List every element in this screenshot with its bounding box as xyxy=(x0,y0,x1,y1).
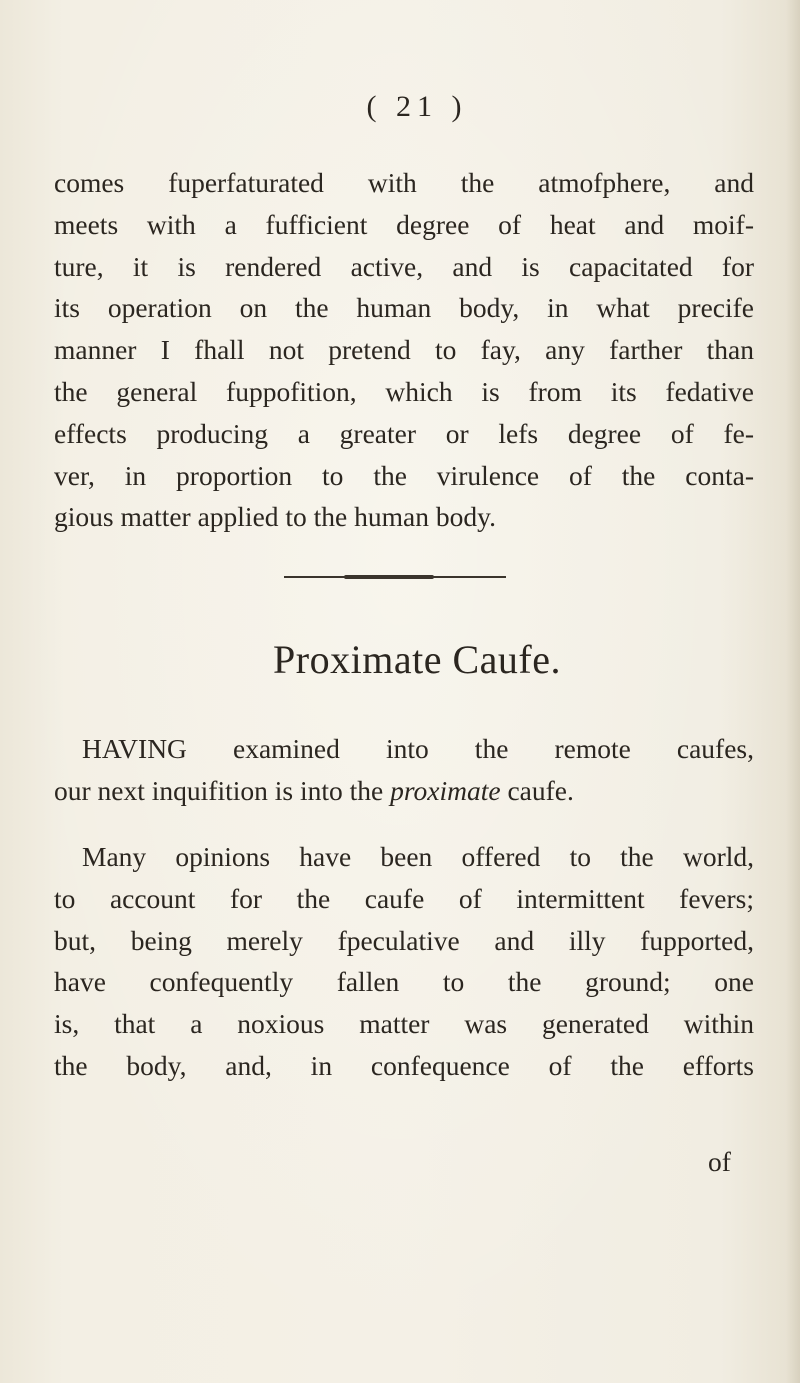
text-line: the body, and, in confequence of the efforts xyxy=(54,1049,754,1081)
text-line: its operation on the human body, in what precife xyxy=(54,292,754,324)
text-line: ture, it is rendered active, and is capacitated for xyxy=(54,250,754,282)
text-line: comes fuperfaturated with the atmofphere, and xyxy=(54,167,754,198)
page-number: ( 21 ) xyxy=(366,90,468,123)
catchword: of xyxy=(708,1146,731,1177)
text-line: ver, in proportion to the virulence of the conta- xyxy=(54,459,754,491)
text-line: but, being merely fpeculative and illy fupported, xyxy=(54,924,754,956)
text-line: is, that a noxious matter was generated within xyxy=(54,1008,754,1040)
text-run: caufe. xyxy=(500,774,574,806)
text-line: effects producing a greater or lefs degree of fe- xyxy=(54,417,754,449)
italic-term: proximate xyxy=(390,774,501,806)
text-line: to account for the caufe of intermittent fevers; xyxy=(54,882,754,914)
text-line xyxy=(54,770,754,812)
text-line: meets with a fufficient degree of heat and moif- xyxy=(54,208,754,240)
section-divider-rule xyxy=(284,576,506,578)
paragraph-top xyxy=(54,162,754,538)
text-line: the general fuppofition, which is from its fedative xyxy=(54,375,754,407)
paragraph-2 xyxy=(54,836,754,1087)
text-line: manner I fhall not pretend to fay, any farther than xyxy=(54,334,754,366)
page-edge-shadow xyxy=(786,0,800,1383)
section-heading: Proximate Caufe. xyxy=(273,637,561,682)
text-line: HAVING examined into the remote caufes, xyxy=(82,733,754,764)
text-line: have confequently fallen to the ground; one xyxy=(54,966,754,998)
text-run: our next inquifition is into the xyxy=(54,774,391,806)
text-line: gious matter applied to the human body. xyxy=(54,501,496,533)
paragraph-1 xyxy=(54,728,754,812)
text-line: Many opinions have been offered to the world, xyxy=(82,841,754,872)
